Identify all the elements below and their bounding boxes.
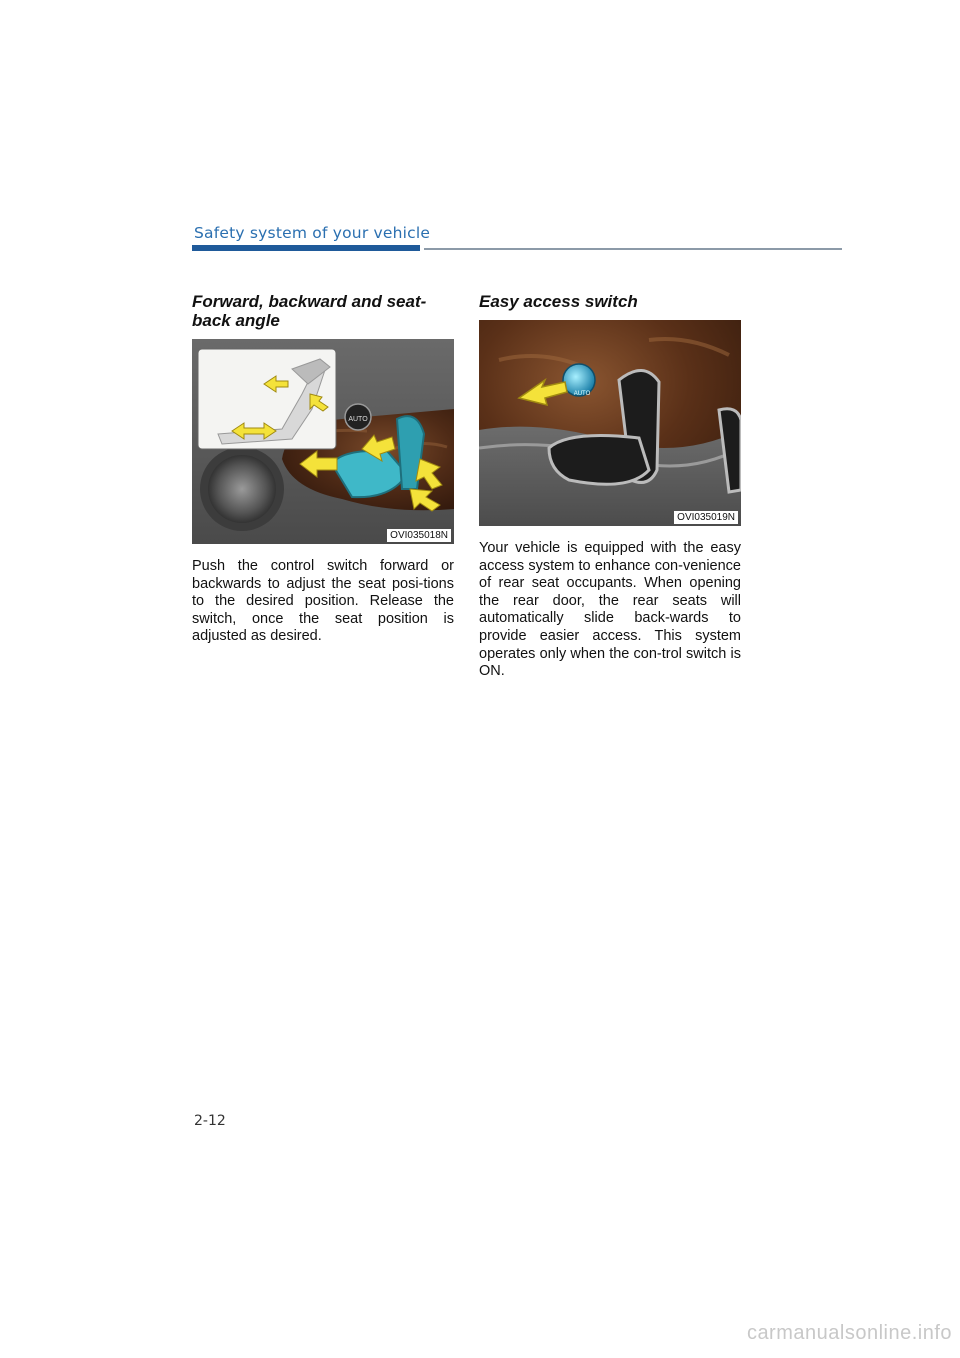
left-body-text: Push the control switch forward or backwards to adjust the seat posi-tions to the desired position. Release the switch, once the seat position is adjusted as desired. [192, 558, 454, 645]
easy-access-illustration [479, 320, 741, 526]
left-figure-code: OVI035018N [387, 529, 451, 542]
auto-button-label: AUTO [348, 416, 368, 423]
header-rule-thick [192, 245, 420, 251]
right-column [479, 292, 741, 681]
left-heading: Forward, backward and seat-back angle [192, 292, 427, 330]
right-heading: Easy access switch [479, 292, 638, 311]
auto-button-label-right: AUTO [573, 391, 591, 397]
seat-control-illustration [192, 339, 454, 544]
page-number: 2-12 [194, 1113, 226, 1129]
right-figure-code: OVI035019N [674, 511, 738, 524]
header-rule-thin [424, 248, 842, 250]
right-body-text: Your vehicle is equipped with the easy access system to enhance con-venience of rear seat occupants. When opening the rear door, the rear seats will automatically slide back-wards to provide easier access. This system operates only when the con-trol switch is ON. [479, 540, 741, 680]
seat-adjust-figure [192, 339, 454, 544]
easy-access-figure [479, 320, 741, 526]
section-title: Safety system of your vehicle [194, 224, 431, 242]
watermark: carmanualsonline.info [746, 1322, 952, 1344]
left-column [192, 292, 454, 646]
